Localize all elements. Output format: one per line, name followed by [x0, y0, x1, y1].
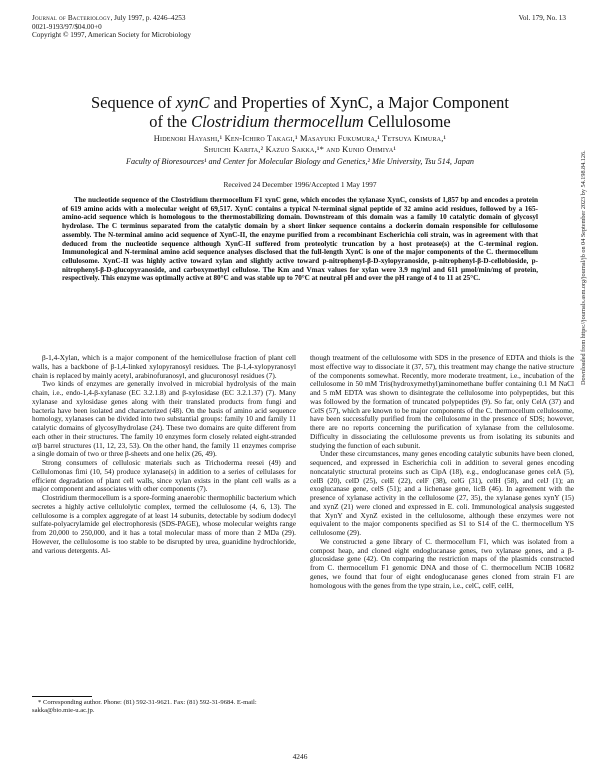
body-paragraph: Clostridium thermocellum is a spore-forming anaerobic thermophilic bacterium which secretes a highly active cellulolytic complex, termed the cellulosome (4, 6, 13). The cellulosome is a complex aggregate of at least 14 subunits, detectable by sodium dodecyl sulfate-polyacrylamide gel electrophoresis (SDS-PAGE), whose molecular weights range from 20,000 to 250,000, and it has a total molecular mass of more than 2 MDa (29). However, the cellulosome is too stable to be disrupted by urea, guanidine hydrochloride, and various detergents. Al- — [32, 493, 296, 555]
article-title — [40, 93, 560, 131]
body-paragraph: though treatment of the cellulosome with SDS in the presence of EDTA and thiols is the most effective way to dissociate it (37, 57), this treatment may change the native structure of the components somewhat. Recently, more moderate treatment, i.e., incubation of the cellulosome in 50 mM Tris(hydroxymethyl)aminomethane buffer containing 0.1 M NaCl and 5 mM EDTA was shown to disintegrate the cellulosome into polypeptides, but this was followed by the formation of truncated polypeptides (9). So far, only CelA (37) and CelS (57), which are known to be major components of the C. thermocellum cellulosome, have been successfully purified from the cellulosome in the presence of SDS; however, there are no reports concerning the purification of xylanase from the cellulosome. Difficulty in dissociating the cellulosome prevents us from isolating its subunits and studying the function of each subunit. — [310, 353, 574, 450]
author-list — [40, 133, 560, 155]
body-paragraph: Two kinds of enzymes are generally involved in microbial hydrolysis of the main chain, i.e., endo-1,4-β-xylanase (EC 3.2.1.8) and β-xylosidase (EC 3.2.1.37) (7). Many xylanase and xylosidase genes along with their translated products from fungi and bacteria have been isolated and characterized (48). On the basis of amino acid sequence homology, xylanases can be divided into two substantial groups: family 10 and family 11 catalytic domains of glycosylhydrolase (24). These two domains are quite different from each other in their structures. The family 10 enzymes form closely related eight-stranded α/β barrel structures (11, 12, 23, 53). On the other hand, the family 11 enzymes comprise a single domain of two or three β-sheets and one helix (26, 49). — [32, 379, 296, 459]
title-text: of the — [149, 112, 192, 131]
title-text: Cellulosome — [363, 112, 451, 131]
title-species-name: Clostridium thermocellum — [191, 112, 364, 131]
body-paragraph: We constructed a gene library of C. thermocellum F1, which was isolated from a compost heap, and cloned eight endoglucanase genes, two xylanase genes, and a β-glucosidase gene (42). On comparing the restriction maps of the plasmids constructed from C. thermocellum F1 genomic DNA and those of C. thermocellum NCIB 10682 genes, we found that four of eight endoglucanase genes cloned from strain F1 are homologous with the genes from the type strain, i.e., celC, celF, celH, — [310, 536, 574, 590]
body-paragraph: β-1,4-Xylan, which is a major component of the hemicellulose fraction of plant cell walls, has a backbone of β-1,4-linked xylopyranosyl residues. The β-1,4-xylopyranosyl chain is replaced by mainly acetyl, arabinofuranosyl, and glucuronosyl residues (7). — [32, 353, 296, 380]
author-line: Hidenori Hayashi,¹ Ken-Ichiro Takagi,¹ Masayuki Fukumura,¹ Tetsuya Kimura,¹ — [153, 134, 447, 143]
received-dates: Received 24 December 1996/Accepted 1 May 1997 — [223, 180, 377, 189]
body-column-right — [310, 354, 574, 590]
body-paragraph: Strong consumers of cellulosic materials such as Trichoderma reesei (49) and Cellulomonas fimi (10, 54) produce xylanase(s) in addition to a series of cellulases for efficient degradation of plant cell walls, since xylan exists in the plant cell walls as a major component and associates with other components (7). — [32, 458, 296, 494]
footnote-divider — [32, 696, 92, 697]
affiliation: Faculty of Bioresources¹ and Center for Molecular Biology and Genetics,² Mie University, Tsu 514, Japan — [125, 157, 475, 166]
author-line: Shuichi Karita,² Kazuo Sakka,¹* and Kunio Ohmiya¹ — [203, 145, 397, 154]
journal-name: Journal of Bacteriology — [32, 14, 111, 22]
abstract: The nucleotide sequence of the Clostridium thermocellum F1 xynC gene, which encodes the xylanase XynC, consists of 1,857 bp and encodes a protein of 619 amino acids with a molecular weight of 69,517. XynC contains a typical N-terminal signal peptide of 32 amino acid residues, followed by a 165-amino-acid sequence which is homologous to the thermostabilizing domain. Downstream of this domain was a family 10 catalytic domain of glycosyl hydrolase. The C terminus separated from the catalytic domain by a short linker sequence contains a dockerin domain responsible for cellulosome assembly. The N-terminal amino acid sequence of XynC-II, the enzyme purified from a recombinant Escherichia coli strain, was in agreement with that deduced from the nucleotide sequence although XynC-II suffered from proteolytic truncation by a host protease(s) at the C-terminal region. Immunological and N-terminal amino acid sequence analyses disclosed that the full-length XynC is one of the major components of the C. thermocellum cellulosome. XynC-II was highly active toward xylan and slightly active toward p-nitrophenyl-β-D-xylopyranoside, p-nitrophenyl-β-D-cellobioside, p-nitrophenyl-β-D-glucopyranoside, and carboxymethyl cellulose. The Km and Vmax values for xylan were 3.9 mg/ml and 611 μmol/min/mg of protein, respectively. This enzyme was optimally active at 80°C and was stable up to 70°C at neutral pH and over the pH range of 4 to 11 at 25°C. — [62, 196, 538, 283]
copyright: Copyright © 1997, American Society for Microbiology — [32, 31, 191, 40]
journal-issue: , July 1997, p. 4246–4253 — [110, 14, 186, 22]
issn: 0021-9193/97/$04.00+0 — [32, 22, 102, 31]
volume-info: Vol. 179, No. 13 — [518, 14, 566, 22]
title-gene-name: xynC — [175, 93, 210, 112]
journal-header — [32, 14, 362, 40]
body-paragraph: Under these circumstances, many genes encoding catalytic subunits have been cloned, sequenced, and expressed in Escherichia coli in addition to several genes encoding noncatalytic structural proteins such as CipA (18), e.g., endoglucanase genes celA (5), celB (20), celD (25), celE (22), celF (38), celG (31), celH (58), and celJ (1); an exoglucanase gene, celS (51); and a lichenase gene, licB (46). In agreement with the presence of xylanase activity in the cellulosome (27, 35), the xylanase genes xynY (15) and xynZ (21) were cloned and expressed in E. coli. Immunological analysis suggested that XynY and XynZ existed in the cellulosome, although these enzymes were not equivalent to the major components specified as S1 to S14 of the C. thermocellum YS cellulosome (29). — [310, 449, 574, 537]
title-text: and Properties of XynC, a Major Component — [209, 93, 509, 112]
download-watermark: Downloaded from https://journals.asm.org/journal/jb on 04 September 2023 by 54.198.84.126. — [580, 150, 587, 385]
page-number: 4246 — [292, 752, 308, 761]
body-column-left — [32, 354, 296, 555]
corresponding-author-footnote: * Corresponding author. Phone: (81) 592-31-9621. Fax: (81) 592-31-9684. E-mail: sakka@bio.mie-u.ac.jp. — [32, 699, 257, 714]
title-text: Sequence of — [91, 93, 176, 112]
